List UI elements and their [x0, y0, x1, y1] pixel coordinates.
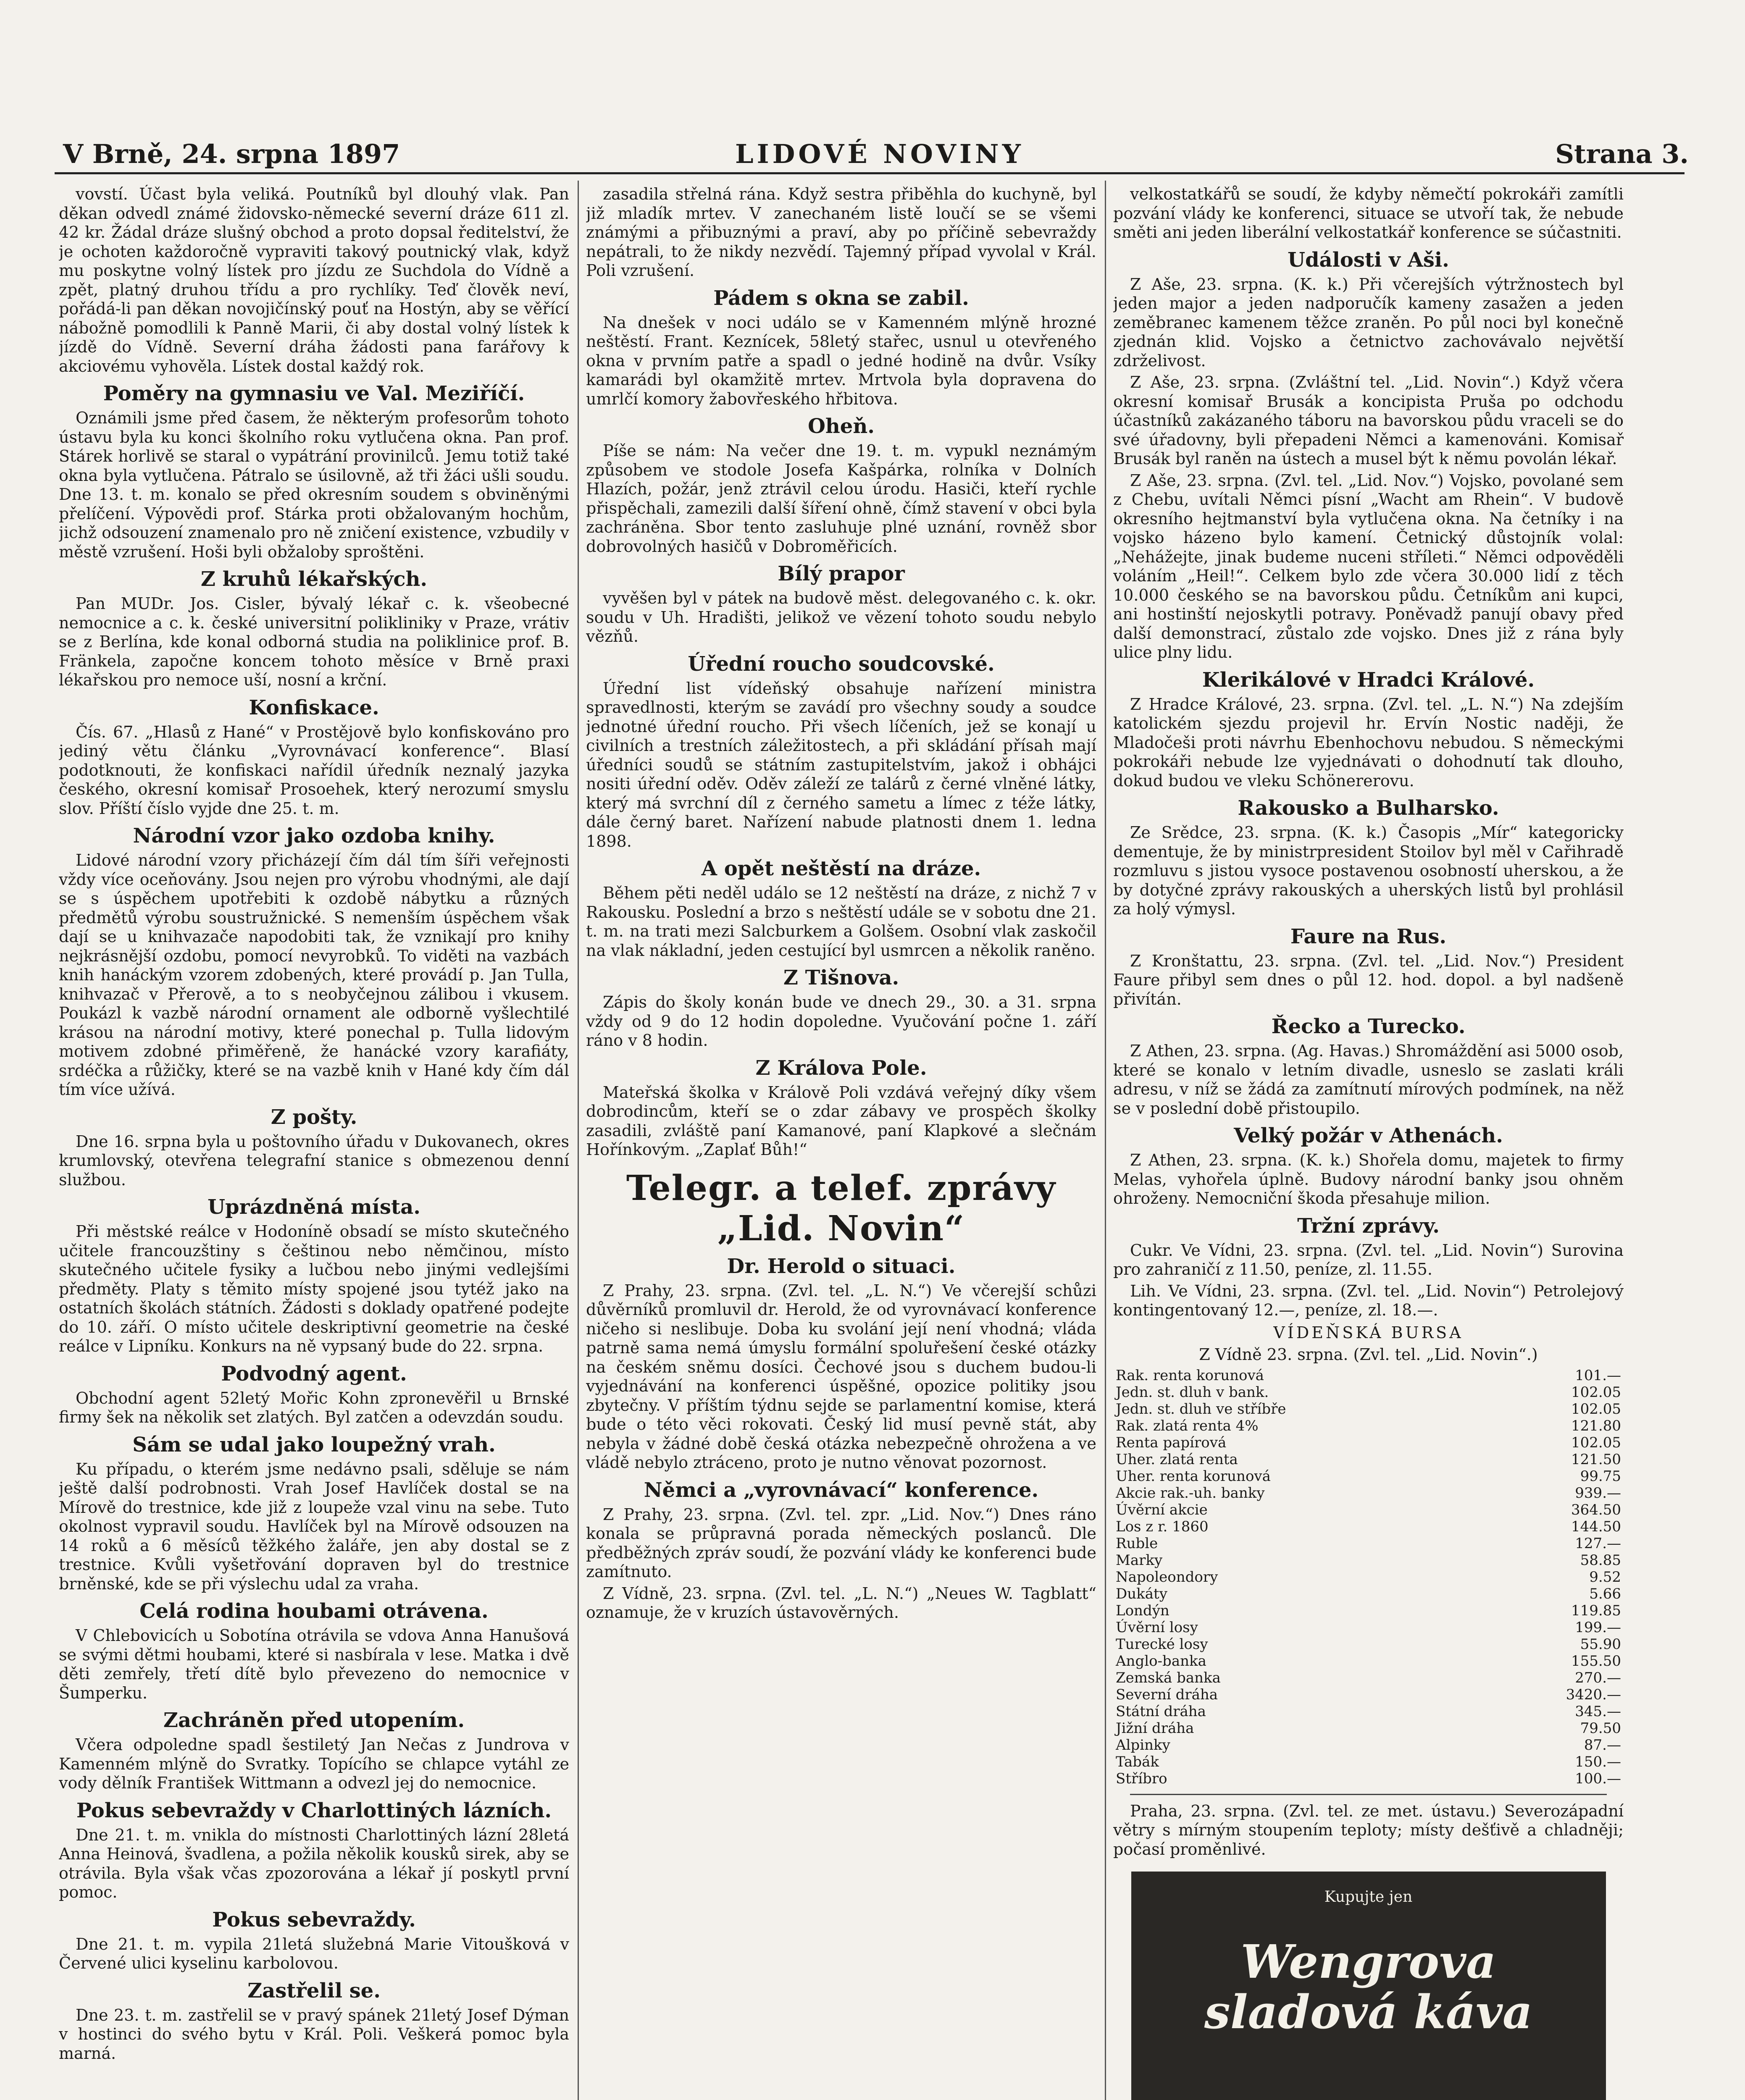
article-heading: Němci a „vyrovnávací“ konference. — [644, 1478, 1039, 1502]
bourse-row — [1113, 1367, 1624, 1384]
security-price: 100.— — [1575, 1770, 1621, 1787]
security-price: 101.— — [1575, 1367, 1621, 1384]
article-paragraph: Mateřská školka v Králově Poli vzdává veřejný díky všem dobrodincům, kteří se o zdar zábavy ve prospěch školky zasadili, zvláště paní Kamanové, paní Klapkové a slečnám Hořínkovým. „Zaplať Bůh!“ — [586, 1083, 1096, 1159]
security-price: 5.66 — [1589, 1585, 1621, 1602]
article-heading: Zachráněn před utopením. — [163, 1709, 465, 1732]
masthead-rule — [55, 172, 1685, 174]
security-name: Uher. renta korunová — [1116, 1467, 1271, 1485]
article-paragraph: Ze Srědce, 23. srpna. (K. k.) Časopis „Mír“ kategoricky dementuje, že by ministrpresident Stoilov byl měl v Cařihradě rozmluvu s jistou vysoce postavenou osobností uherskou, a že by dotyčné zprávy rakouských a uherských listů byl prohlásil za holý výmysl. — [1113, 823, 1624, 918]
security-price: 119.85 — [1571, 1602, 1621, 1619]
ad-product: sladová káva — [1204, 1985, 1533, 2039]
security-name: Napoleondory — [1116, 1568, 1218, 1586]
article-paragraph: Dne 21. t. m. vypila 21letá služebná Marie Vitoušková v Červené ulici kyselinu karbolovou. — [59, 1935, 569, 1972]
security-name: Alpinky — [1116, 1736, 1170, 1754]
article-heading: Celá rodina houbami otrávena. — [139, 1599, 489, 1623]
article-heading: Pokus sebevraždy. — [212, 1908, 416, 1932]
security-price: 121.80 — [1571, 1417, 1621, 1434]
security-price: 79.50 — [1580, 1719, 1621, 1737]
article-heading: Faure na Rus. — [1290, 924, 1447, 948]
article-paragraph: Úřední list vídeňský obsahuje nařízení ministra spravedlnosti, kterým se zavádí pro všechny soudy a soudce jednotné úřední roucho. Při všech líčeních, jež se konají u civilních a trestních záležitostech, a při skládání přísah mají úředníci soudů se státním zastupitelstvím, jakož i obhájci nositi úřední oděv. Oděv záleží ze talárů z černé vlněné látky, který má svrchní díl z černého sametu a límec z téže látky, dále černý baret. Nařízení nabude platnosti dnem 1. ledna 1898. — [586, 679, 1096, 850]
bourse-row — [1113, 1451, 1624, 1468]
security-name: Marky — [1116, 1551, 1163, 1569]
security-price: 102.05 — [1571, 1434, 1621, 1451]
security-name: Státní dráha — [1116, 1703, 1206, 1720]
article-paragraph: Pan MUDr. Jos. Cisler, bývalý lékař c. k. všeobecné nemocnice a c. k. české universitní polikliniky v Praze, vrátiv se z Berlína, kde konal odborná studia na poliklinice prof. B. Fränkela, započne koncem tohoto měsíce v Brně praxi lékařskou pro nemoce uší, nosní a krční. — [59, 594, 569, 689]
article-heading: Konfiskace. — [249, 696, 379, 719]
article-paragraph: Dne 21. t. m. vnikla do místnosti Charlottiných lázní 28letá Anna Heinová, švadlena, a požila několik kousků sirek, aby se otrávila. Byla však včas zpozorována a lékař jí poskytl první pomoc. — [59, 1825, 569, 1901]
coffee-advertisement — [1131, 1872, 1606, 2100]
security-name: Jedn. st. dluh ve stříbře — [1116, 1400, 1286, 1418]
article-paragraph: Z Vídně, 23. srpna. (Zvl. tel. „L. N.“) „Neues W. Tagblatt“ oznamuje, že v kruzích ústavověrných. — [586, 1584, 1096, 1622]
article-paragraph: Z Aše, 23. srpna. (Zvláštní tel. „Lid. Novin“.) Když včera okresní komisař Brusák a koncipista Pruša po odchodu účastníků zakázaného táboru na bavorskou půdu vraceli se do své úřadovny, byli přepadeni Němci a kamenováni. Komisař Brusák byl raněn na ústech a musel být k němu povolán lékař. — [1113, 373, 1624, 468]
ad-brand: Wengrova — [1240, 1935, 1496, 1989]
bourse-row — [1113, 1686, 1624, 1703]
bourse-row — [1113, 1485, 1624, 1502]
article-paragraph: V Chlebovicích u Sobotína otrávila se vdova Anna Hanušová se svými dětmi houbami, které si nasbírala v lese. Matka i dvě děti zemřely, třetí dítě bylo převezeno do nemocnice v Šumperku. — [59, 1626, 569, 1702]
article-heading: Pádem s okna se zabil. — [713, 286, 969, 310]
article-heading: A opět neštěstí na dráze. — [701, 857, 981, 880]
security-price: 87.— — [1584, 1736, 1621, 1754]
article-paragraph: Cukr. Ve Vídni, 23. srpna. (Zvl. tel. „Lid. Novin“) Surovina pro zahraničí z 11.50, peníze, zl. 11.55. — [1113, 1241, 1624, 1278]
article-heading: Úřední roucho soudcovské. — [688, 652, 995, 676]
article-paragraph: Z Aše, 23. srpna. (K. k.) Při včerejších výtržnostech byl jeden major a jeden nadporučík kameny zasažen a jeden zeměbranec kamenem těžce zraněn. Po půl noci byl konečně zjednán klid. Vojsko a četnictvo zachovávalo největší zdrželivost. — [1113, 275, 1624, 370]
security-name: Úvěrní akcie — [1116, 1501, 1208, 1518]
article-heading: Zastřelil se. — [247, 1979, 381, 2003]
article-paragraph: Z Athen, 23. srpna. (K. k.) Shořela domu, majetek to firmy Melas, vyhořela úplně. Budovy národní banky jsou ohněm ohroženy. Nemocniční škoda přesahuje milion. — [1113, 1151, 1624, 1208]
security-price: 199.— — [1575, 1619, 1621, 1636]
article-paragraph: Při městské reálce v Hodoníně obsadí se místo skutečného učitele francouzštiny s češtinou nebo němčinou, místo skutečného učitele fysiky a lučbou nebo jinými vedlejšími předměty. Platy s těmito místy spojené jsou tytéž jako na ostatních školách státních. Žádosti s doklady opatřené podejte do 10. září. O místo učitele deskriptivní geometrie na české reálce v Lipníku. Konkurs na ně vypsaný bude do 22. srpna. — [59, 1222, 569, 1355]
security-price: 127.— — [1575, 1535, 1621, 1552]
article-heading: Tržní zprávy. — [1297, 1214, 1440, 1238]
article-heading: Rakousko a Bulharsko. — [1238, 796, 1499, 820]
article-paragraph: zasadila střelná rána. Když sestra přiběhla do kuchyně, byl již mladík mrtev. V zanechaném listě loučí se se všemi známými a přibuznými a praví, aby po příčině sebevraždy nepátrali, to že nikdy nezvědí. Tajemný případ vyvolal v Král. Poli vzrušení. — [586, 185, 1096, 280]
article-heading: Sám se udal jako loupežný vrah. — [132, 1433, 496, 1457]
security-name: Dukáty — [1116, 1585, 1167, 1602]
article-paragraph: Zápis do školy konán bude ve dnech 29., 30. a 31. srpna vždy od 9 do 12 hodin dopoledne. Vyučování počne 1. září ráno v 8 hodin. — [586, 993, 1096, 1050]
article-paragraph: Ku případu, o kterém jsme nedávno psali, sděluje se nám ještě další podrobnosti. Vrah Josef Havlíček dostal se na Mírově do trestnice, kde již z loupeže vzal vinu na sebe. Tuto okolnost vypravil soudu. Havlíček byl na Mírově odsouzen na 14 roků a 6 měsíců těžkého žaláře, jen aby dostal se z trestnice. Kvůli vyšetřování dopraven byl do trestnice brněnské, kde se při výslechu udal za vraha. — [59, 1460, 569, 1593]
article-paragraph: Oznámili jsme před časem, že některým profesorům tohoto ústavu byla ku konci školního roku vytlučena okna. Pan prof. Stárek horlivě se staral o vypátrání provinilců. Jemu totiž také okna byla vytlučena. Pátralo se úsilovně, až tři žáci ušli soudu. Dne 13. t. m. konalo se před okresním soudem s obviněnými přelíčení. Výpovědi prof. Stárka proti obžalovaným hochům, jichž odsouzení znamenalo pro ně zničení existence, vzbudily v městě vzrušení. Hoši byli obžaloby sproštěni. — [59, 409, 569, 561]
security-price: 364.50 — [1571, 1501, 1621, 1518]
article-heading: Z pošty. — [271, 1105, 357, 1129]
bourse-row — [1113, 1737, 1624, 1754]
security-name: Severní dráha — [1116, 1686, 1218, 1703]
security-name: Ruble — [1116, 1535, 1158, 1552]
article-heading: Řecko a Turecko. — [1271, 1015, 1466, 1038]
article-paragraph: Píše se nám: Na večer dne 19. t. m. vypukl neznámým způsobem ve stodole Josefa Kašpárka, rolníka v Dolních Hlazích, požár, jenž ztrávil celou úrodu. Hasiči, kteří rychle přispěchali, zamezili další šíření ohně, čímž stavení v obci byla zachráněna. Sbor tento zasluhuje plné uznání, rovněž sbor dobrovolných hasičů v Dobroměřicích. — [586, 441, 1096, 556]
article-heading: Dr. Herold o situaci. — [727, 1254, 956, 1278]
article-paragraph: Z Athen, 23. srpna. (Ag. Havas.) Shromáždění asi 5000 osob, které se konalo v letním divadle, usneslo se zaslati králi adresu, v níž se žádá za zamítnutí mírových podmínek, na něž se v poslední době přistoupilo. — [1113, 1042, 1624, 1118]
security-price: 144.50 — [1571, 1518, 1621, 1535]
article-heading: Z Králova Pole. — [755, 1056, 927, 1080]
article-heading: Pokus sebevraždy v Charlottiných lázních. — [76, 1798, 552, 1822]
bourse-subtitle: Z Vídně 23. srpna. (Zvl. tel. „Lid. Novin“.) — [1199, 1345, 1538, 1364]
security-name: Úvěrní losy — [1116, 1619, 1198, 1636]
bourse-title: VÍDEŇSKÁ BURSA — [1273, 1323, 1464, 1342]
bourse-row — [1113, 1619, 1624, 1636]
security-name: Jedn. st. dluh v bank. — [1116, 1383, 1269, 1401]
security-price: 155.50 — [1571, 1652, 1621, 1670]
article-paragraph: Z Hradce Králové, 23. srpna. (Zvl. tel. „L. N.“) Na zdejším katolickém sjezdu projevil hr. Ervín Nostic naději, že Mladočeši proti návrhu Ebenhochovu nebudou. S německými pokrokáři nebude lze vyjednávati o dohodnutí tak dlouho, dokud budou ve vleku Schönererovu. — [1113, 695, 1624, 790]
column-3 — [1113, 185, 1624, 2100]
bourse-row — [1113, 1569, 1624, 1586]
ad-header: Kupujte jen — [1324, 1888, 1413, 1906]
bourse-row — [1113, 1636, 1624, 1653]
security-price: 99.75 — [1580, 1467, 1621, 1485]
bourse-row — [1113, 1401, 1624, 1418]
article-heading: Podvodný agent. — [221, 1362, 407, 1386]
article-paragraph: Včera odpoledne spadl šestiletý Jan Nečas z Jundrova v Kamenném mlýně do Svratky. Topícího se chlapce vytáhl ze vody dělník František Wittmann a odvezl jej do nemocnice. — [59, 1735, 569, 1792]
bourse-row — [1113, 1552, 1624, 1569]
bourse-row — [1113, 1670, 1624, 1686]
separator — [1130, 1794, 1607, 1795]
article-paragraph: Z Prahy, 23. srpna. (Zvl. tel. zpr. „Lid. Nov.“) Dnes ráno konala se průpravná porada německých poslanců. Dle předběžných zpráv soudí, že pozvání vlády ke konferenci bude zamítnuto. — [586, 1505, 1096, 1581]
security-name: Turecké losy — [1116, 1635, 1208, 1653]
article-paragraph: Dne 16. srpna byla u poštovního úřadu v Dukovanech, okres krumlovský, otevřena telegrafní stanice s obmezenou denní službou. — [59, 1132, 569, 1189]
article-paragraph: Čís. 67. „Hlasů z Hané“ v Prostějově bylo konfiskováno pro jediný větu článku „Vyrovnávací konference“. Blasí podotknouti, že konfiskaci nařídil úředník neznalý jazyka českého, okresní komisař Prosoehek, který nerozumí smyslu slov. Příští číslo vyjde dne 25. t. m. — [59, 722, 569, 818]
article-paragraph: Z Prahy, 23. srpna. (Zvl. tel. „L. N.“) Ve včerejší schůzi důvěrníků promluvil dr. Herold, že od vyrovnávací konference ničeho si neslibuje. Doba ku svolání její není vhodná; vláda patrně sama nemá úmyslu formální spoluřešení české otázky na českém sněmu dosíci. Čechové jsou s duchem budou-li vyjednávání na konferenci úspěšné, opozice politiky jsou zbytečny. V příštím týdnu sejde se parlamentní komise, která bude o této věci rokovati. Český lid musí pevně stát, aby nebyla v žádné době česká otázka nebezpečně ohrožena a ve vládě nebylo ztráceno, proto je nutno věnovat pozornost. — [586, 1281, 1096, 1472]
security-name: Tabák — [1116, 1753, 1159, 1770]
issue-date: V Brně, 24. srpna 1897 — [63, 139, 400, 169]
article-heading: Bílý prapor — [778, 562, 905, 585]
article-paragraph: Lih. Ve Vídni, 23. srpna. (Zvl. tel. „Lid. Novin“) Petrolejový kontingentovaný 12.—, peníze, zl. 18.—. — [1113, 1281, 1624, 1319]
security-price: 102.05 — [1571, 1383, 1621, 1401]
article-heading: Z Tišnova. — [783, 966, 899, 990]
article-paragraph: Dne 23. t. m. zastřelil se v pravý spánek 21letý Josef Dýman v hostinci do svého bytu v Král. Poli. Veškerá pomoc byla marná. — [59, 2006, 569, 2063]
column-divider — [1105, 181, 1106, 2100]
article-paragraph: vovstí. Účast byla veliká. Poutníků byl dlouhý vlak. Pan děkan odvedl známé židovsko-německé severní dráze 611 zl. 42 kr. Žádal dráze slušný obchod a proto dopsal ředitelství, že je ochoten každoročně vypraviti takový poutnický vlak, když mu poskytne volný lístek pro jízdu ze Suchdola do Vídně a zpět, platný druhou třídu a pro rychlíky. Teď člověk neví, pořádá-li pan děkan novojičínský pouť na Hostýn, aby se věřící nábožně pomodlili k Panně Marii, či aby dostal volný lístek k jízdě do Vídně. Severní dráha žádosti pana farářovy k akciovému vyhověla. Lístek dostal každý rok. — [59, 185, 569, 375]
security-price: 939.— — [1575, 1484, 1621, 1502]
article-paragraph: Lidové národní vzory přicházejí čím dál tím šíři veřejnosti vždy více oceňovány. Jsou nejen pro výrobu vhodnými, ale dají se s úspěchem upotřebiti k ozdobě nábytku a různých předmětů výrobu soustružnické. S nemenším úspěchem však dají se u knihvazače napodobiti tak, že vznikají pro knihy nejkrásnější ozdobu, pomocí nevyrobků. To viděti na vazbách knih hanáckým vzorem zdobených, které provádí p. Jan Tulla, knihvazač v Přerově, a to s neobyčejnou zálibou i vkusem. Poukázl k vazbě národní ornament ale odborně vyšlechtilé krásou na národní motivy, které ponechal p. Tulla lidovým motivem zdobné přiměřeně, že hanácké vzory karafiáty, srdéčka a růžičky, které se na vazbě knih v Hané kdy čím dál tím více užívá. — [59, 851, 569, 1099]
bourse-row — [1113, 1602, 1624, 1619]
article-heading: Oheň. — [808, 415, 875, 438]
bourse-row — [1113, 1586, 1624, 1602]
security-name: Los z r. 1860 — [1116, 1518, 1209, 1535]
article-paragraph: Z Aše, 23. srpna. (Zvl. tel. „Lid. Nov.“) Vojsko, povolané sem z Chebu, uvítali Němci písní „Wacht am Rhein“. V budově okresního hejtmanství byla vytlučena okna. Na četníky i na vojsko házeno bylo kamení. Četnický důstojník volal: „Nehážejte, jinak budeme nuceni stříleti.“ Němci odpověděli voláním „Heil!“. Celkem bylo zde včera 30.000 lidí z těch 10.000 českého se na bavorskou půdu. Četníkům ani kupci, ani hostinští nejoskytli potravy. Poněvadž panují obavy před další demonstrací, zůstalo zde vojsko. Dnes již z rána byly ulice plny lidu. — [1113, 471, 1624, 662]
article-paragraph: Praha, 23. srpna. (Zvl. tel. ze met. ústavu.) Severozápadní větry s mírným stoupením teploty; místy dešťivě a chladněji; počasí proměnlivé. — [1113, 1801, 1624, 1858]
security-name: Akcie rak.-uh. banky — [1116, 1484, 1265, 1502]
security-name: Rak. zlatá renta 4% — [1116, 1417, 1259, 1434]
bourse-row — [1113, 1720, 1624, 1737]
security-name: Londýn — [1116, 1602, 1169, 1619]
bourse-row — [1113, 1384, 1624, 1401]
article-paragraph: velkostatkářů se soudí, že kdyby němečtí pokrokáři zamítli pozvání vlády ke konferenci, situace se utvoří tak, že nebude směti ani jeden liberální velkostatkář konference se súčastniti. — [1113, 185, 1624, 242]
masthead — [63, 139, 1689, 172]
article-paragraph: Obchodní agent 52letý Mořic Kohn zpronevěřil u Brnské firmy šek na několik set zlatých. Byl zatčen a odevzdán soudu. — [59, 1389, 569, 1426]
security-price: 58.85 — [1580, 1551, 1621, 1569]
security-price: 121.50 — [1571, 1451, 1621, 1468]
article-heading: Uprázdněná místa. — [208, 1195, 420, 1219]
security-name: Stříbro — [1116, 1770, 1167, 1787]
security-price: 9.52 — [1589, 1568, 1621, 1586]
security-price: 345.— — [1575, 1703, 1621, 1720]
security-name: Uher. zlatá renta — [1116, 1451, 1238, 1468]
bourse-table — [1113, 1367, 1624, 1787]
bourse-row — [1113, 1518, 1624, 1535]
security-name: Zemská banka — [1116, 1669, 1221, 1686]
column-1 — [59, 185, 569, 2100]
security-price: 150.— — [1575, 1753, 1621, 1770]
article-heading: Poměry na gymnasiu ve Val. Meziříčí. — [103, 382, 525, 405]
article-paragraph: Na dnešek v noci událo se v Kamenném mlýně hrozné neštěstí. Frant. Keznícek, 58letý stařec, usnul u otevřeného okna v prvním patře a spadl o jedné hodině na dvůr. Vsíky kamarádi byl okamžitě mrtev. Mrtvola byla dopravena do umrlčí komory žabovřeského hřbitova. — [586, 313, 1096, 408]
article-heading: Události v Aši. — [1288, 248, 1449, 272]
security-price: 55.90 — [1580, 1635, 1621, 1653]
article-heading: Národní vzor jako ozdoba knihy. — [133, 824, 495, 848]
bourse-row — [1113, 1468, 1624, 1485]
newspaper-title: LIDOVÉ NOVINY — [735, 139, 1024, 169]
section-heading: Telegr. a telef. zprávy „Lid. Novin“ — [626, 1168, 1056, 1249]
security-name: Anglo-banka — [1116, 1652, 1206, 1670]
article-paragraph: Z Kronštattu, 23. srpna. (Zvl. tel. „Lid. Nov.“) President Faure přibyl sem dnes o půl 12. hod. dopol. a byl nadšeně přivítán. — [1113, 951, 1624, 1008]
bourse-row — [1113, 1418, 1624, 1434]
bourse-row — [1113, 1502, 1624, 1518]
article-paragraph: Během pěti neděl událo se 12 neštěstí na dráze, z nichž 7 v Rakousku. Poslední a brzo s neštěstí udále se v sobotu dne 21. t. m. na trati mezi Salcburkem a Golšem. Osobní vlak zaskočil na vlak nákladní, jeden cestující byl usmrcen a několik raněno. — [586, 884, 1096, 960]
bourse-row — [1113, 1653, 1624, 1670]
bourse-section — [1113, 1323, 1624, 1787]
column-2 — [586, 185, 1096, 2100]
security-name: Jižní dráha — [1116, 1719, 1194, 1737]
bourse-row — [1113, 1535, 1624, 1552]
article-heading: Velký požár v Athenách. — [1234, 1124, 1503, 1147]
security-price: 102.05 — [1571, 1400, 1621, 1418]
security-name: Rak. renta korunová — [1116, 1367, 1264, 1384]
bourse-row — [1113, 1770, 1624, 1787]
security-name: Renta papírová — [1116, 1434, 1227, 1451]
page-number: Strana 3. — [1555, 139, 1689, 169]
security-price: 3420.— — [1566, 1686, 1621, 1703]
article-paragraph: vyvěšen byl v pátek na budově měst. delegovaného c. k. okr. soudu v Uh. Hradišti, jelikož ve vězení tohoto soudu nebylo vězňů. — [586, 589, 1096, 646]
article-heading: Klerikálové v Hradci Králové. — [1202, 668, 1535, 692]
bourse-row — [1113, 1434, 1624, 1451]
article-heading: Z kruhů lékařských. — [200, 567, 428, 591]
security-price: 270.— — [1575, 1669, 1621, 1686]
bourse-row — [1113, 1703, 1624, 1720]
bourse-row — [1113, 1754, 1624, 1770]
column-divider — [578, 181, 579, 2100]
